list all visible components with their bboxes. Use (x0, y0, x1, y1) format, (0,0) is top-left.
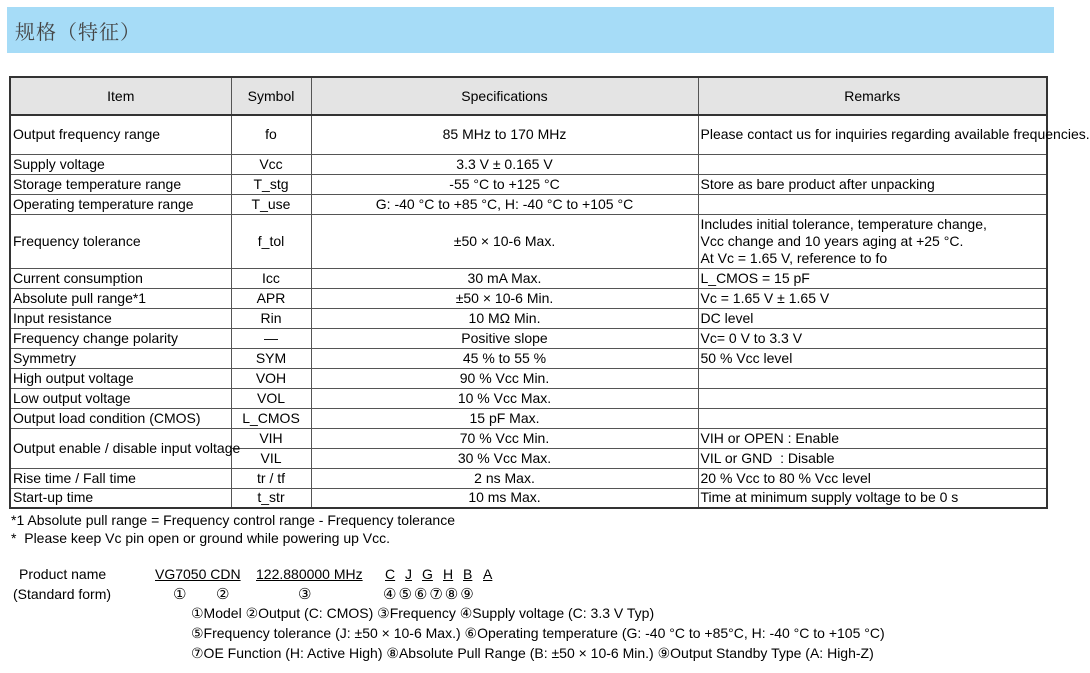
table-row (10, 368, 1047, 388)
section-title: 规格（特征） (15, 20, 141, 44)
cell-symbol: VOH (231, 368, 311, 388)
cell-symbol: Rin (231, 308, 311, 328)
cell-spec: 10 ms Max. (311, 488, 698, 508)
table-row (10, 468, 1047, 488)
number-4-9: ④⑤⑥⑦⑧⑨ (383, 585, 476, 603)
cell-remarks: VIL or GND : Disable (698, 448, 1047, 468)
cell-spec: Positive slope (311, 328, 698, 348)
table-row (10, 115, 1047, 154)
cell-spec: 15 pF Max. (311, 408, 698, 428)
table-row (10, 328, 1047, 348)
cell-spec: 10 MΩ Min. (311, 308, 698, 328)
cell-spec: 90 % Vcc Min. (311, 368, 698, 388)
table-row (10, 268, 1047, 288)
cell-item: Output load condition (CMOS) (10, 408, 231, 428)
cell-symbol: VOL (231, 388, 311, 408)
cell-remarks (698, 368, 1047, 388)
cell-symbol: fo (231, 115, 311, 154)
header-item: Item (10, 77, 231, 115)
cell-spec: 30 mA Max. (311, 268, 698, 288)
table-row (10, 348, 1047, 368)
table-row (10, 194, 1047, 214)
cell-symbol: — (231, 328, 311, 348)
footnote-2: * Please keep Vc pin open or ground while powering up Vcc. (11, 530, 391, 546)
header-spec: Specifications (311, 77, 698, 115)
table-row (10, 174, 1047, 194)
cell-spec: 30 % Vcc Max. (311, 448, 698, 468)
cell-symbol: Icc (231, 268, 311, 288)
cell-remarks: 20 % Vcc to 80 % Vcc level (698, 468, 1047, 488)
cell-symbol: VIL (231, 448, 311, 468)
part-tolerance: J (405, 566, 412, 582)
part-supply-voltage: C (385, 566, 396, 582)
cell-item: Output enable / disable input voltage (10, 428, 231, 468)
cell-spec: ±50 × 10-6 Max. (311, 214, 698, 268)
cell-remarks (698, 408, 1047, 428)
cell-item: Input resistance (10, 308, 231, 328)
part-frequency: 122.880000 MHz (256, 566, 363, 582)
part-temperature: G (422, 566, 433, 582)
table-row (10, 154, 1047, 174)
table-row (10, 308, 1047, 328)
spec-table (9, 76, 1090, 509)
cell-spec: 3.3 V ± 0.165 V (311, 154, 698, 174)
cell-symbol: T_stg (231, 174, 311, 194)
cell-remarks (698, 194, 1047, 214)
cell-spec: 10 % Vcc Max. (311, 388, 698, 408)
cell-remarks: VIH or OPEN : Enable (698, 428, 1047, 448)
number-1: ① (173, 585, 187, 603)
table-row (10, 214, 1047, 268)
part-standby: A (483, 566, 493, 582)
legend-line-3: ⑦OE Function (H: Active High) ⑧Absolute Pull Range (B: ±50 × 10-6 Min.) ⑨Output Standby Type (A: High-Z) (191, 645, 874, 661)
cell-spec: 70 % Vcc Min. (311, 428, 698, 448)
cell-spec: 45 % to 55 % (311, 348, 698, 368)
cell-remarks: Please contact us for inquiries regarding available frequencies. (698, 115, 1047, 154)
remarks-line: Vcc change and 10 years aging at +25 °C. (700, 232, 964, 249)
legend-line-2: ⑤Frequency tolerance (J: ±50 × 10-6 Max.) ⑥Operating temperature (G: -40 °C to +85°C, H: -40 °C to +105 °C) (191, 625, 885, 641)
cell-spec: G: -40 °C to +85 °C, H: -40 °C to +105 °C (311, 194, 698, 214)
table-row (10, 288, 1047, 308)
cell-item: Storage temperature range (10, 174, 231, 194)
header-symbol: Symbol (231, 77, 311, 115)
cell-symbol: f_tol (231, 214, 311, 268)
cell-remarks (698, 214, 1047, 268)
cell-remarks: Store as bare product after unpacking (698, 174, 1047, 194)
table-row (10, 428, 1047, 448)
cell-item: Operating temperature range (10, 194, 231, 214)
table-row (10, 408, 1047, 428)
table-row (10, 488, 1047, 508)
table-row (10, 388, 1047, 408)
cell-remarks: L_CMOS = 15 pF (698, 268, 1047, 288)
cell-spec: ±50 × 10-6 Min. (311, 288, 698, 308)
cell-symbol: Vcc (231, 154, 311, 174)
cell-symbol: t_str (231, 488, 311, 508)
cell-item: Absolute pull range*1 (10, 288, 231, 308)
cell-symbol: SYM (231, 348, 311, 368)
cell-item: Supply voltage (10, 154, 231, 174)
part-oe-function: H (443, 566, 454, 582)
cell-symbol: tr / tf (231, 468, 311, 488)
cell-item: Frequency tolerance (10, 214, 231, 268)
cell-remarks (698, 388, 1047, 408)
cell-remarks: Vc= 0 V to 3.3 V (698, 328, 1047, 348)
cell-remarks: 50 % Vcc level (698, 348, 1047, 368)
section-banner (7, 7, 1054, 53)
cell-spec: 85 MHz to 170 MHz (311, 115, 698, 154)
part-model: VG7050 CDN (155, 566, 241, 582)
product-name-label: Product name (19, 566, 107, 582)
remarks-line: Includes initial tolerance, temperature change, (700, 215, 987, 232)
cell-remarks: DC level (698, 308, 1047, 328)
cell-item: Frequency change polarity (10, 328, 231, 348)
legend-line-1: ①Model ②Output (C: CMOS) ③Frequency ④Supply voltage (C: 3.3 V Typ) (191, 605, 655, 621)
cell-remarks: Time at minimum supply voltage to be 0 s (698, 488, 1047, 508)
cell-item: High output voltage (10, 368, 231, 388)
cell-item: Output frequency range (10, 115, 231, 154)
cell-symbol: L_CMOS (231, 408, 311, 428)
cell-spec: -55 °C to +125 °C (311, 174, 698, 194)
cell-remarks: Vc = 1.65 V ± 1.65 V (698, 288, 1047, 308)
cell-remarks (698, 154, 1047, 174)
table-header-row (10, 77, 1047, 115)
cell-item: Symmetry (10, 348, 231, 368)
cell-symbol: VIH (231, 428, 311, 448)
number-3: ③ (298, 585, 312, 603)
cell-item: Rise time / Fall time (10, 468, 231, 488)
part-pull-range: B (463, 566, 473, 582)
cell-item: Low output voltage (10, 388, 231, 408)
standard-form-label: (Standard form) (13, 586, 112, 602)
remarks-line: At Vc = 1.65 V, reference to fo (700, 249, 888, 266)
cell-symbol: APR (231, 288, 311, 308)
header-remarks: Remarks (698, 77, 1047, 115)
footnote-1: *1 Absolute pull range = Frequency control range - Frequency tolerance (11, 512, 455, 528)
cell-symbol: T_use (231, 194, 311, 214)
cell-item: Current consumption (10, 268, 231, 288)
number-2: ② (216, 585, 230, 603)
cell-item: Start-up time (10, 488, 231, 508)
cell-spec: 2 ns Max. (311, 468, 698, 488)
